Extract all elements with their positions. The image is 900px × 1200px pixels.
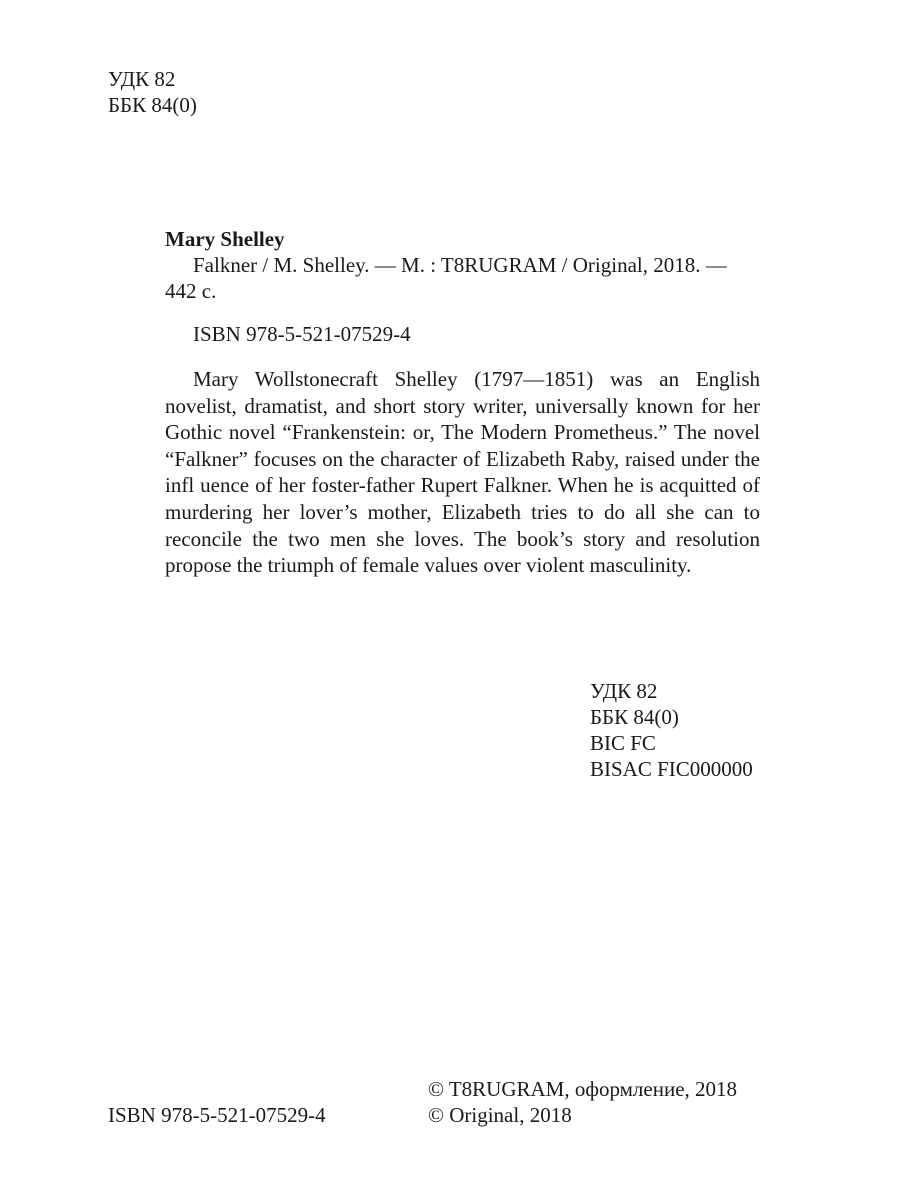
copyright-design: © T8RUGRAM, оформление, 2018 [428,1077,738,1101]
bic-code: BIC FC [590,731,656,755]
classification-codes [590,678,753,782]
copyright-block [428,1076,737,1128]
author-name: Mary Shelley [165,227,285,251]
footer-isbn-text: ISBN 978-5-521-07529-4 [108,1103,326,1127]
title-line: Falkner / M. Shelley. — M. : T8RUGRAM / Original, 2018. — [193,253,727,277]
catalog-isbn: ISBN 978-5-521-07529-4 [193,322,411,346]
top-bbk-code: ББК 84(0) [108,93,197,117]
annotation-paragraph: Mary Wollstonecraft Shelley (1797—1851) was an English novelist, dramatist, and short story writer, universally known for her Gothic novel “Frankenstein: or, The Modern Prometheus.” The novel “Falkner” focuses on the character of Elizabeth Raby, raised under the infl uence of her foster-father Rupert Falkner. When he is acquitted of murdering her lover’s mother, Elizabeth tries to do all she can to reconcile the two men she loves. The book’s story and resolution propose the triumph of female values over violent masculinity. [165,367,760,578]
bisac-code: BISAC FIC000000 [590,757,753,781]
bbk-code: ББК 84(0) [590,705,679,729]
top-classification [108,66,197,118]
catalog-record [165,226,760,579]
udk-code: УДК 82 [590,679,658,703]
page-count: 442 с. [165,279,217,303]
footer-isbn [108,1102,326,1128]
copyright-original: © Original, 2018 [428,1103,572,1127]
top-udk-code: УДК 82 [108,67,176,91]
